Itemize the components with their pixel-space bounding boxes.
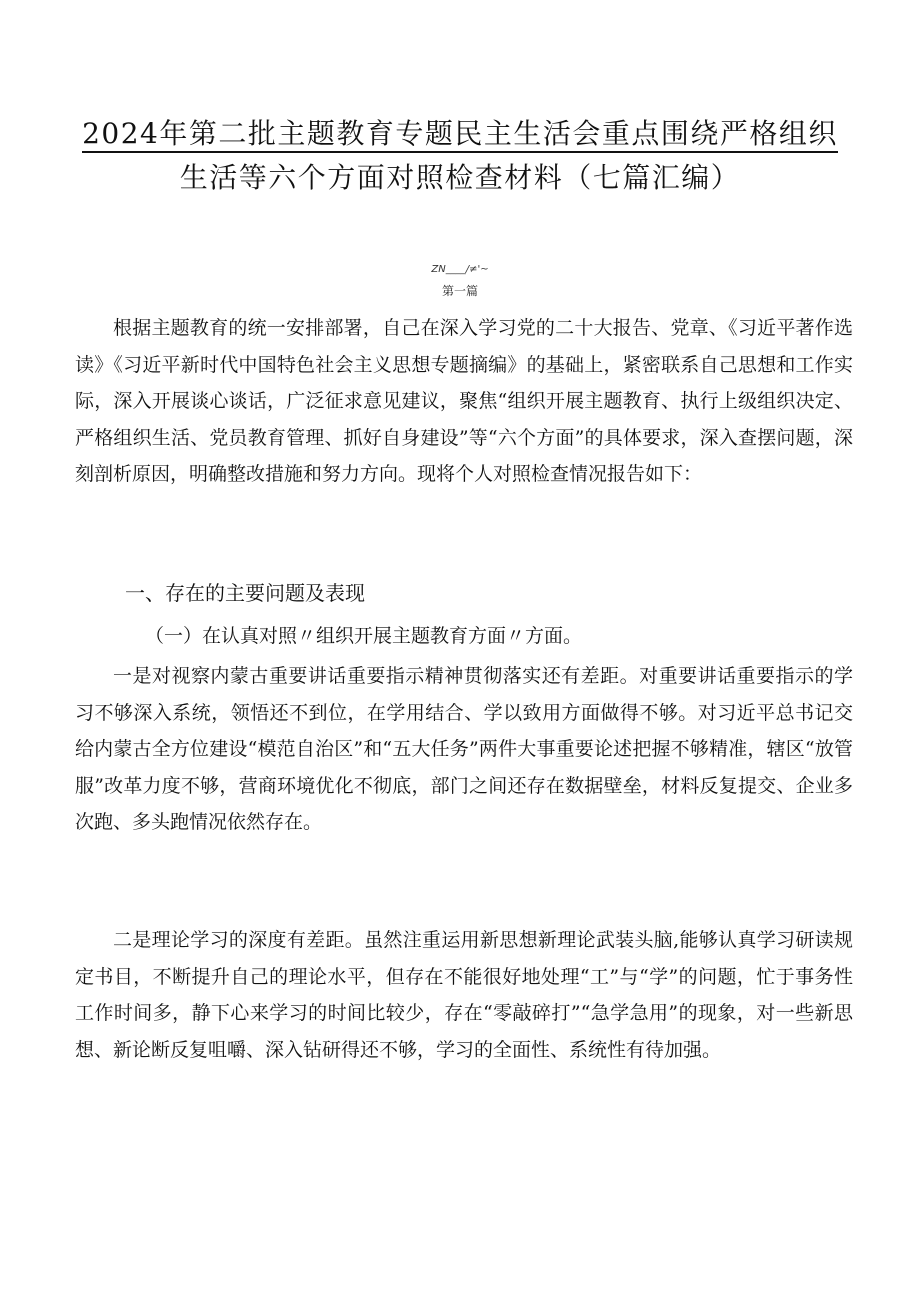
subsection-heading: （一）在认真对照〃组织开展主题教育方面〃方面。 bbox=[145, 625, 583, 647]
section-heading: 一、存在的主要问题及表现 bbox=[125, 581, 365, 605]
document-title-line-1 bbox=[60, 112, 860, 156]
handwritten-mark: ZN____/≠'~ bbox=[431, 264, 489, 275]
part-label: 第一篇 bbox=[441, 284, 478, 298]
document-title-line-2: 生活等六个方面对照检查材料（七篇汇编） bbox=[179, 161, 741, 194]
document-title-line-1-text: 2024年第二批主题教育专题民主生活会重点围绕严格组织 bbox=[82, 117, 838, 153]
intro-paragraph: 根据主题教育的统一安排部署，自己在深入学习党的二十大报告、党章、《习近平著作选读》《习近平新时代中国特色社会主义思想专题摘编》的基础上，紧密联系自己思想和工作实际，深入开展谈心谈话，广泛征求意见建议，聚焦“组织开展主题教育、执行上级组织决定、严格组织生活、党员教育管理、抓好自身建设”等“六个方面”的具体要求，深入查摆问题，深刻剖析原因，明确整改措施和努力方向。现将个人对照检查情况报告如下： bbox=[75, 317, 853, 485]
body-paragraph-one: 一是对视察内蒙古重要讲话重要指示精神贯彻落实还有差距。对重要讲话重要指示的学习不够深入系统，领悟还不到位，在学用结合、学以致用方面做得不够。对习近平总书记交给内蒙古全方位建设“模范自治区”和“五大任务”两件大事重要论述把握不够精准，辖区“放管服”改革力度不够，营商环境优化不彻底，部门之间还存在数据壁垒，材料反复提交、企业多次跑、多头跑情况依然存在。 bbox=[75, 665, 853, 833]
body-paragraph-two: 二是理论学习的深度有差距。虽然注重运用新思想新理论武装头脑,能够认真学习研读规定书目，不断提升自己的理论水平，但存在不能很好地处理“工”与“学”的问题，忙于事务性工作时间多，静下心来学习的时间比较少，存在“零敲碎打”“急学急用”的现象，对一些新思想、新论断反复咀嚼、深入钻研得还不够，学习的全面性、系统性有待加强。 bbox=[75, 929, 853, 1061]
